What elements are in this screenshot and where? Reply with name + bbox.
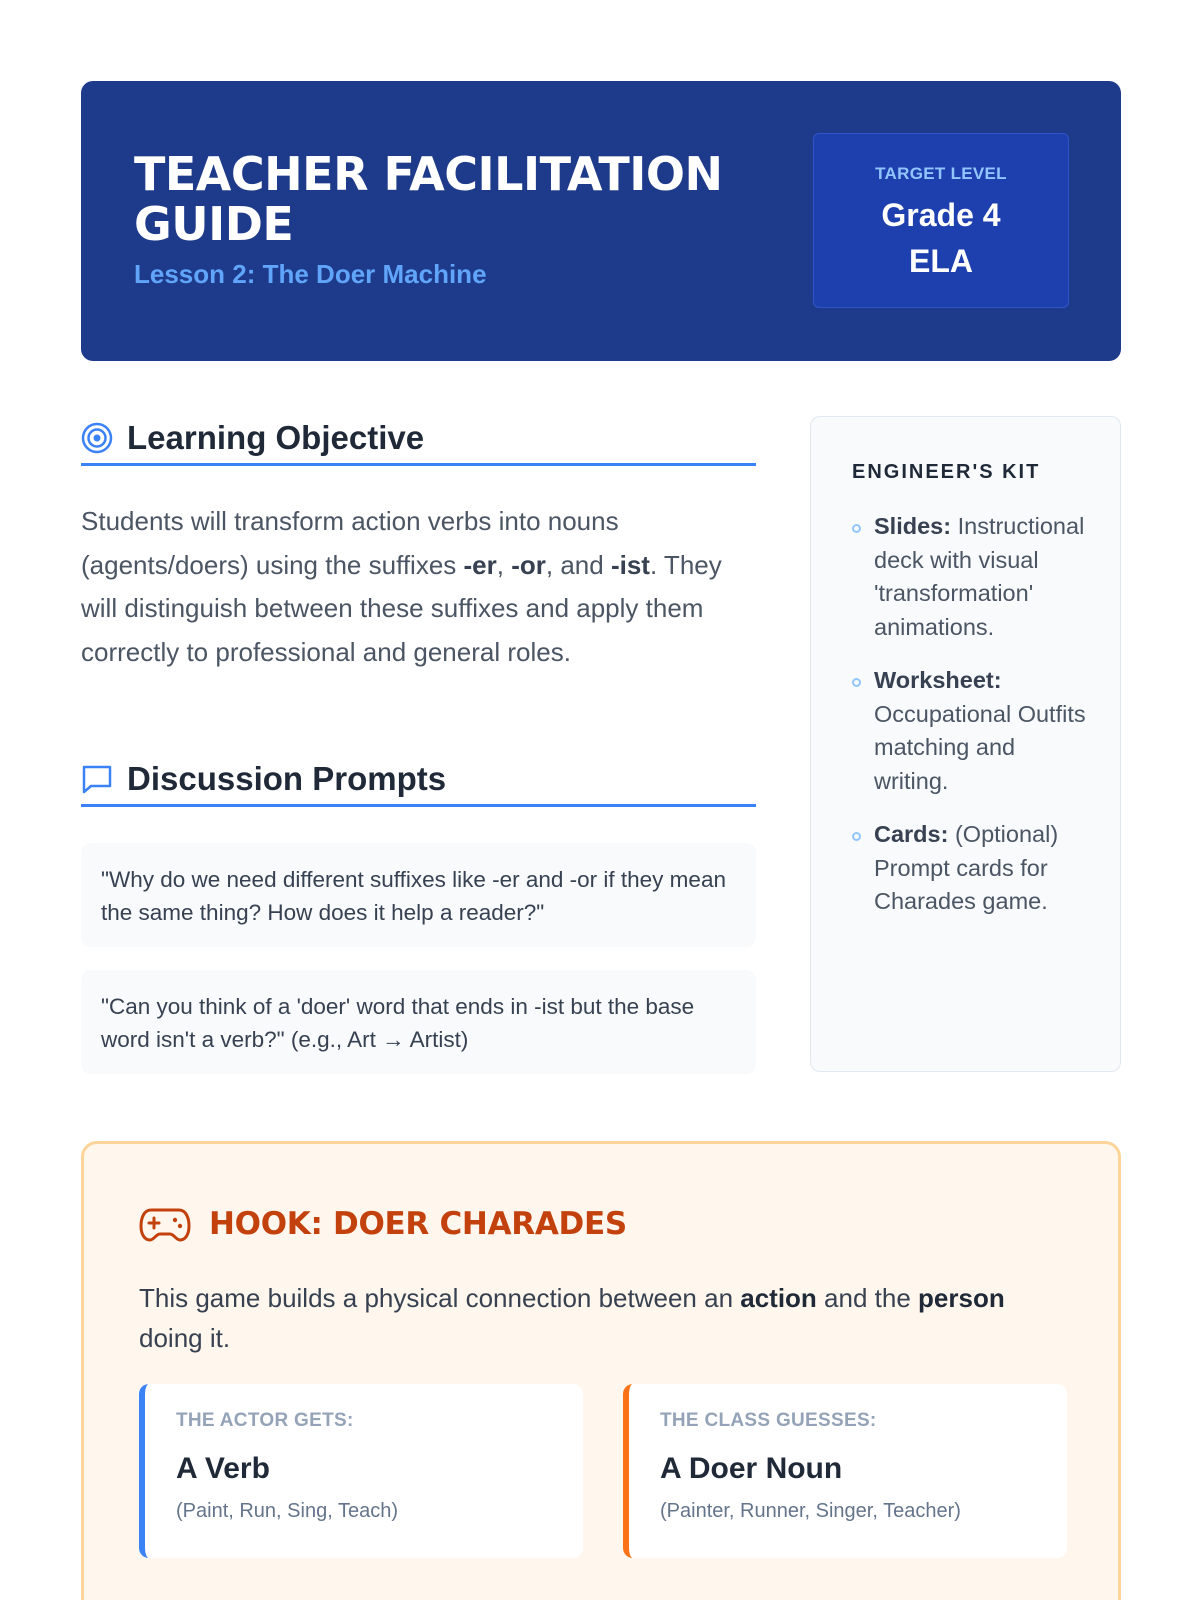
actor-card: [139, 1384, 583, 1558]
header-banner: [81, 81, 1121, 361]
chat-bubble-icon: [81, 762, 115, 796]
hook-section: [81, 1141, 1121, 1600]
kit-item-worksheet: Worksheet: Occupational Outfits matching and writing.: [852, 664, 1090, 798]
actor-card-label: THE ACTOR GETS:: [176, 1410, 354, 1431]
bullet-icon: [852, 678, 861, 687]
target-icon: [81, 421, 115, 455]
target-level-box: [813, 133, 1069, 308]
suffix-or: -or: [511, 549, 546, 580]
suffix-er: -er: [463, 549, 497, 580]
discussion-prompt-2: "Can you think of a 'doer' word that ends in -ist but the base word isn't a verb?" (e.g., Art → Artist): [81, 970, 756, 1074]
target-level-label: TARGET LEVEL: [875, 164, 1007, 183]
hook-heading: [139, 1204, 627, 1244]
grade-text: Grade 4: [881, 197, 1001, 233]
class-card: [623, 1384, 1067, 1558]
page-title: TEACHER FACILITATION GUIDE: [134, 147, 723, 251]
gamepad-icon: [139, 1204, 191, 1244]
subject-text: ELA: [909, 243, 973, 279]
discussion-prompts-heading: [81, 753, 756, 807]
class-card-label: THE CLASS GUESSES:: [660, 1410, 877, 1431]
class-card-examples: (Painter, Runner, Singer, Teacher): [660, 1500, 961, 1522]
kit-item-slides: Slides: Instructional deck with visual 'transformation' animations.: [852, 510, 1090, 644]
engineers-kit-title: ENGINEER'S KIT: [852, 461, 1041, 483]
learning-objective-title: Learning Objective: [127, 418, 425, 456]
target-level-value: [814, 192, 1068, 284]
class-card-value: A Doer Noun: [660, 1452, 843, 1485]
discussion-prompt-1: "Why do we need different suffixes like -er and -or if they mean the same thing? How does it help a reader?": [81, 843, 756, 947]
bullet-icon: [852, 524, 861, 533]
kit-item-cards: Cards: (Optional) Prompt cards for Charades game.: [852, 818, 1090, 919]
suffix-ist: -ist: [610, 549, 650, 580]
hook-title: HOOK: DOER CHARADES: [209, 1206, 627, 1242]
engineers-kit-panel: [810, 416, 1121, 1072]
hook-description: This game builds a physical connection between an action and the person doing it.: [139, 1283, 1005, 1353]
learning-objective-heading: [81, 412, 756, 466]
bullet-icon: [852, 832, 861, 841]
lesson-subtitle: Lesson 2: The Doer Machine: [134, 259, 487, 289]
discussion-prompts-title: Discussion Prompts: [127, 759, 447, 797]
actor-card-value: A Verb: [176, 1452, 270, 1485]
actor-card-examples: (Paint, Run, Sing, Teach): [176, 1500, 398, 1522]
objective-text: Students will transform action verbs into nouns (agents/doers) using the suffixes -er, -or, and -ist. They will distinguish between these suffixes and apply them correctly to professional and general roles.: [81, 506, 722, 667]
